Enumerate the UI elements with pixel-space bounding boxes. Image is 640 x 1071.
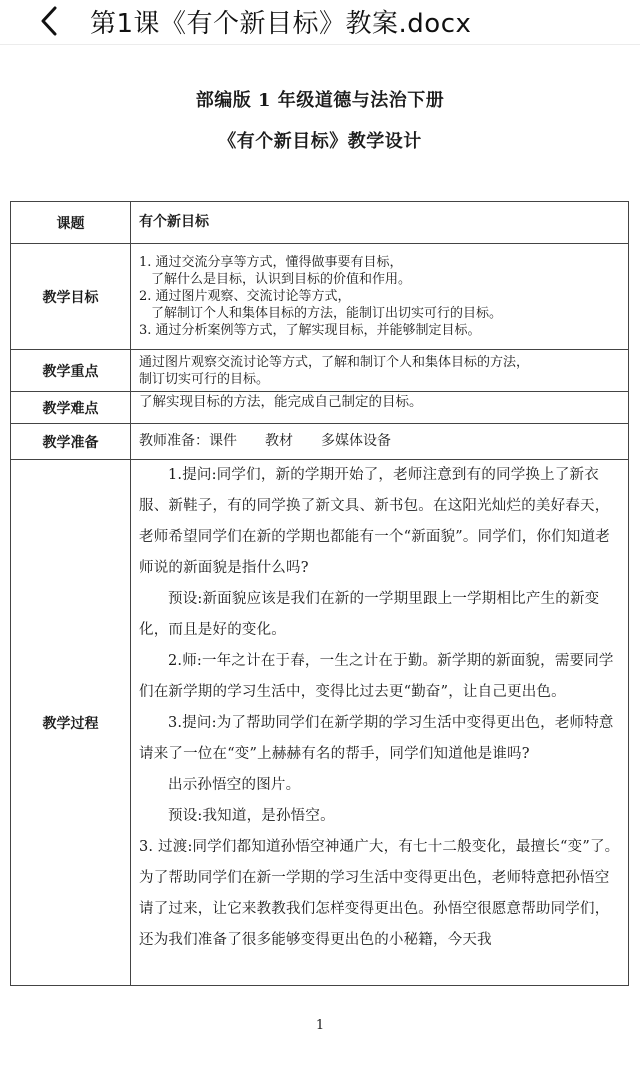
goal-line: 2. 通过图片观察、交流讨论等方式， — [139, 289, 351, 304]
lesson-plan-table — [10, 201, 629, 986]
document-heading: 部编版 1 年级道德与法治下册 — [195, 90, 445, 111]
key-line: 制订切实可行的目标。 — [139, 371, 270, 387]
label-prep: 教学准备 — [11, 424, 131, 460]
goal-line: 了解什么是目标，认识到目标的价值和作用。 — [151, 272, 412, 287]
value-difficulty: 了解实现目标的方法，能完成自己制定的目标。 — [131, 392, 629, 424]
process-paragraph: 3. 过渡:同学们都知道孙悟空神通广大，有七十二般变化，最擅长“变”了。为了帮助同学们在新一学期的学习生活中变得更出色，老师特意把孙悟空请了过来，让它来教教我们怎样变得更出色。孙悟空很愿意帮助同学们，还为我们准备了很多能够变得更出色的小秘籍，今天我 — [139, 839, 620, 948]
label-topic: 课题 — [11, 202, 131, 244]
process-paragraph: 2.师:一年之计在于春，一生之计在于勤。新学期的新面貌，需要同学们在新学期的学习生活中，变得比过去更“勤奋”，让自己更出色。 — [139, 653, 614, 700]
table-row-goals — [11, 244, 629, 350]
value-prep: 教师准备：课件 教材 多媒体设备 — [131, 424, 629, 460]
process-paragraph: 预设:新面貌应该是我们在新的一学期里跟上一学期相比产生的新变化，而且是好的变化。 — [139, 591, 600, 638]
label-difficulty: 教学难点 — [11, 392, 131, 424]
back-button[interactable] — [34, 6, 64, 36]
label-process: 教学过程 — [11, 460, 131, 986]
table-row-key — [11, 350, 629, 392]
goal-line: 3. 通过分析案例等方式，了解实现目标，并能够制定目标。 — [139, 323, 481, 338]
process-paragraph: 3.提问:为了帮助同学们在新学期的学习生活中变得更出色，老师特意请来了一位在“变”上赫赫有名的帮手，同学们知道他是谁吗? — [139, 715, 614, 762]
process-paragraph: 1.提问:同学们，新的学期开始了，老师注意到有的同学换上了新衣服、新鞋子，有的同学换了新文具、新书包。在这阳光灿烂的美好春天，老师希望同学们在新的学期也都能有一个“新面貌”。同学们，你们知道老师说的新面貌是指什么吗? — [139, 467, 610, 576]
goal-line: 1. 通过交流分享等方式，懂得做事要有目标， — [139, 255, 403, 270]
table-row-topic — [11, 202, 629, 244]
value-process — [131, 460, 629, 986]
process-paragraph: 预设:我知道，是孙悟空。 — [168, 808, 335, 824]
document-subheading: 《有个新目标》教学设计 — [218, 131, 422, 152]
chevron-left-icon — [39, 6, 59, 36]
table-row-prep — [11, 424, 629, 460]
document-title: 第1课《有个新目标》教案.docx — [90, 9, 472, 39]
table-row-difficulty — [11, 392, 629, 424]
label-key: 教学重点 — [11, 350, 131, 392]
key-line: 通过图片观察交流讨论等方式，了解和制订个人和集体目标的方法， — [139, 354, 530, 370]
top-bar — [0, 0, 640, 45]
page-number: 1 — [315, 1018, 325, 1033]
label-goals: 教学目标 — [11, 244, 131, 350]
value-key — [131, 350, 629, 392]
process-paragraph: 出示孙悟空的图片。 — [168, 777, 301, 793]
goal-line: 了解制订个人和集体目标的方法，能制订出切实可行的目标。 — [151, 306, 503, 321]
value-goals — [131, 244, 629, 350]
value-topic: 有个新目标 — [131, 202, 629, 244]
table-row-process — [11, 460, 629, 986]
